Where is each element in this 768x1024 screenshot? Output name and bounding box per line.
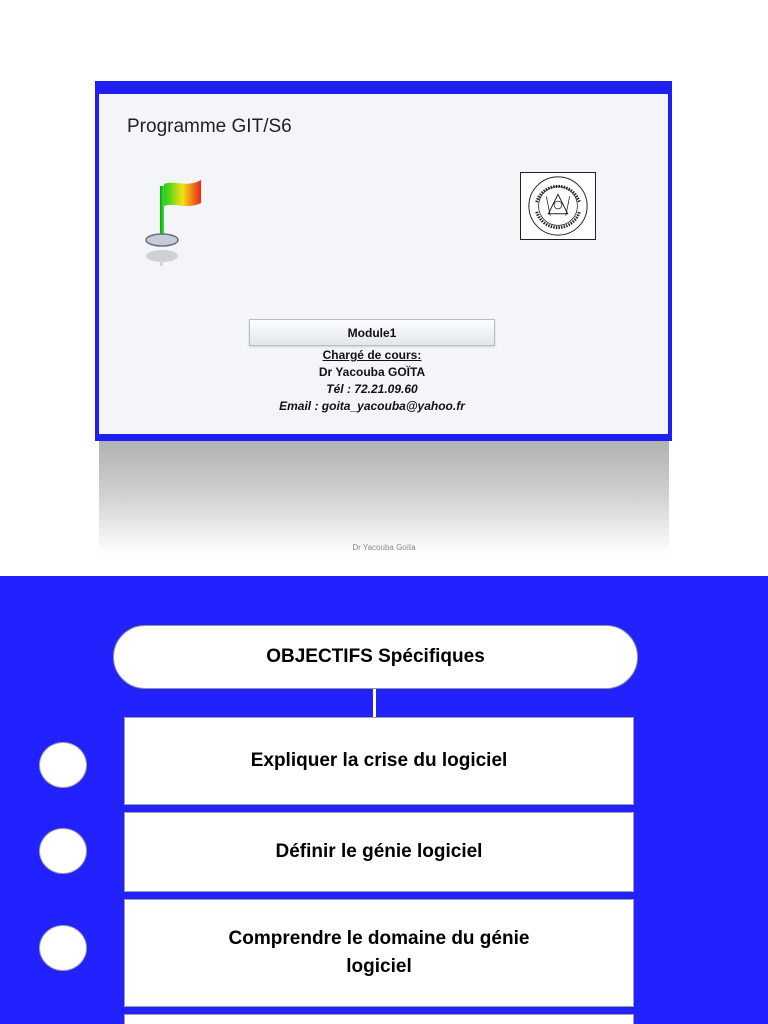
title-slide: [95, 81, 672, 441]
module-label: Module1: [249, 319, 495, 346]
connector-line: [373, 689, 376, 717]
footer-author: Dr Yacouba Goïta: [352, 543, 416, 552]
instructor-phone: Tél : 72.21.09.60: [326, 382, 418, 396]
republic-seal-image: [520, 172, 596, 240]
instructor-contact: [199, 347, 545, 415]
objective-bullet: [39, 828, 87, 874]
objectives-title: OBJECTIFS Spécifiques: [113, 625, 638, 689]
instructor-name: Dr Yacouba GOÏTA: [318, 365, 426, 379]
objective-bullet: [39, 925, 87, 971]
objective-item: Définir le génie logiciel: [124, 812, 634, 892]
objective-item: Expliquer la crise du logiciel: [124, 717, 634, 805]
objectives-slide: [0, 576, 768, 1024]
instructor-email: Email : goita_yacouba@yahoo.fr: [279, 399, 465, 413]
slide-title: Programme GIT/S6: [127, 116, 292, 137]
objective-bullet: [39, 742, 87, 788]
objective-item: Comprendre le domaine du génie logiciel: [124, 899, 634, 1007]
flag-pin-icon: [143, 166, 203, 266]
objective-item-partial: [124, 1014, 634, 1024]
instructor-label: Chargé de cours:: [322, 348, 422, 362]
slide-reflection: [99, 441, 669, 555]
